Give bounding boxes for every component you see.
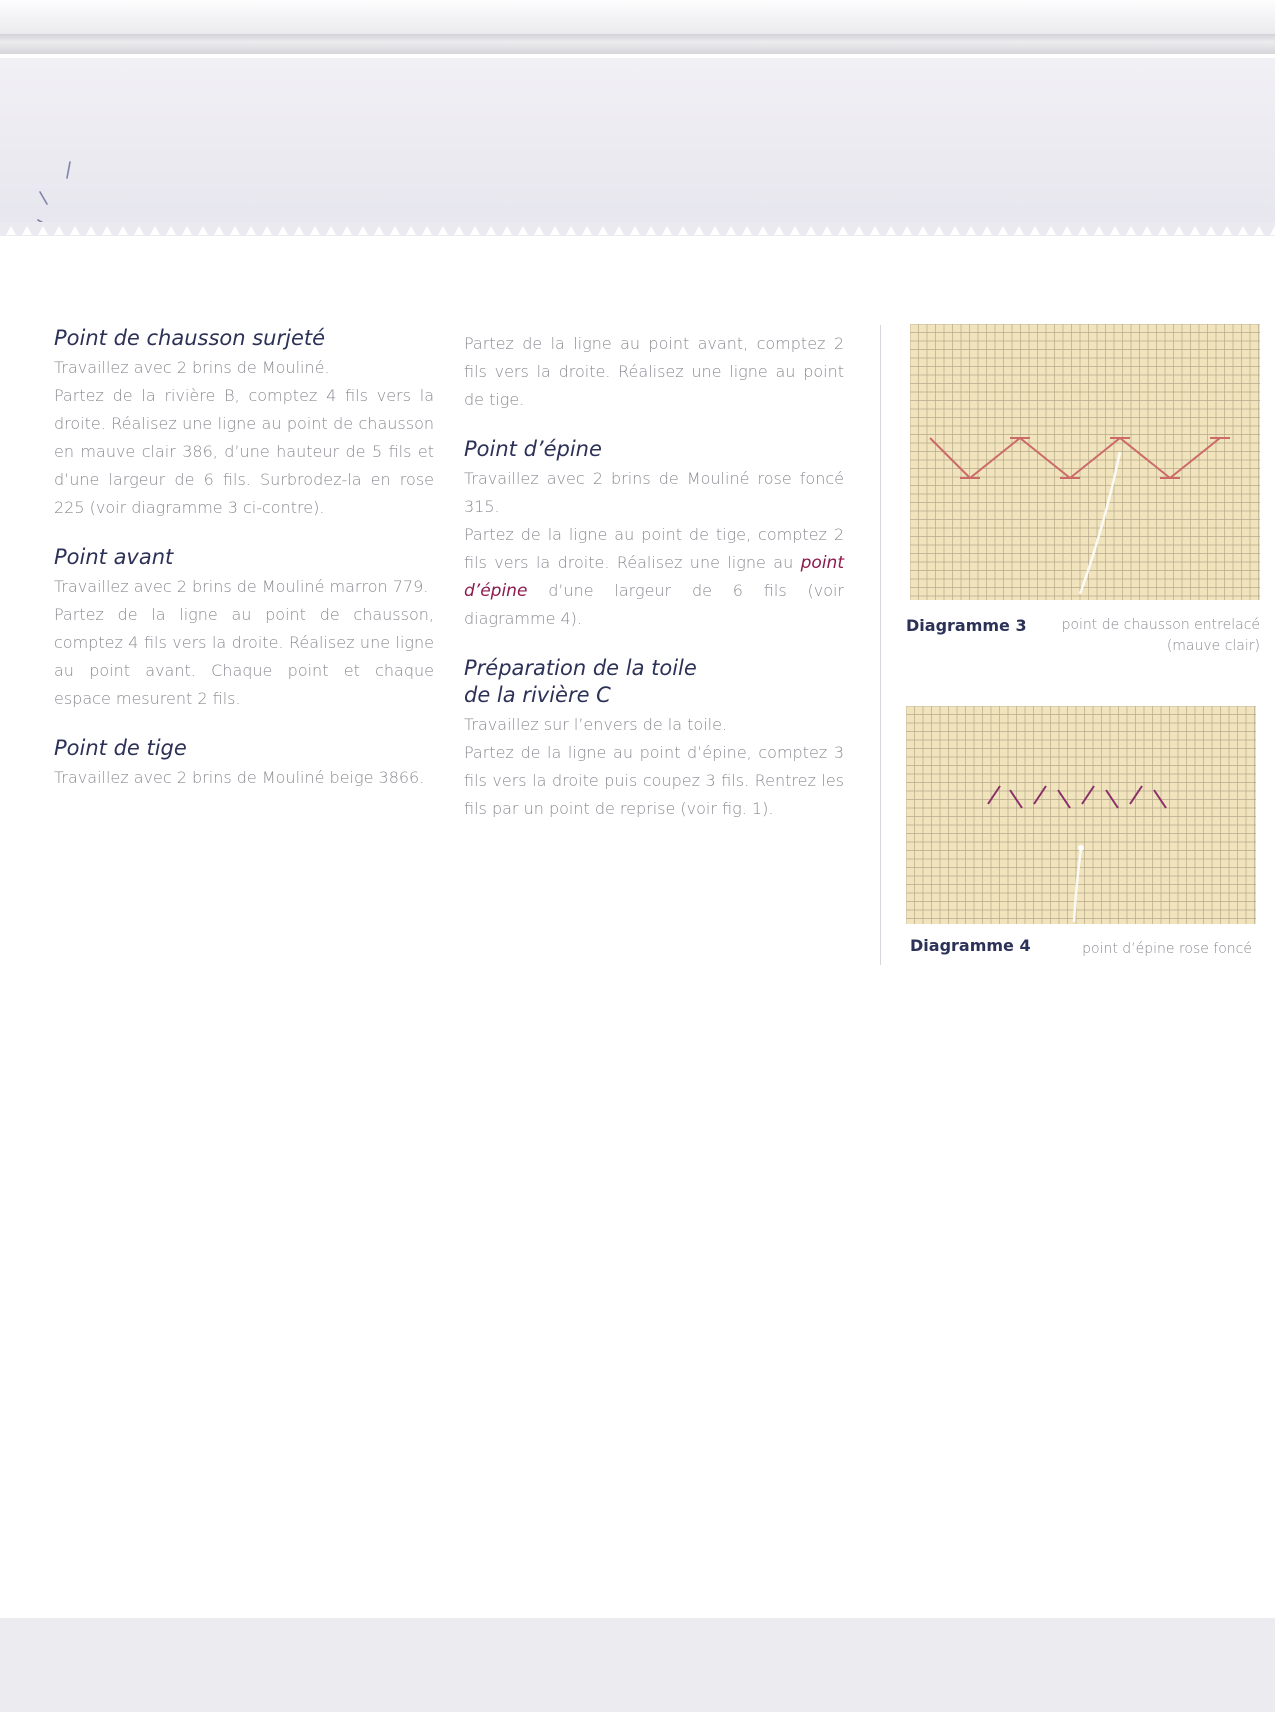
section-title: Point de tige (54, 736, 187, 760)
paragraph: Travaillez sur l’envers de la toile. (464, 715, 728, 734)
diagram-4-caption: point d’épine rose foncé (1082, 941, 1252, 957)
paragraph: Travaillez avec 2 brins de Mouliné. (54, 358, 330, 377)
banner-lace-border (0, 222, 1275, 236)
paragraph: Partez de la rivière B, comptez 4 fils vers la droite. Réalisez une ligne au point de chausson en mauve clair 386, d’une hauteur de 5 fils et d’une largeur de 6 fils. Surbrodez-la en rose 225 (voir diagramme 3 ci-contre). (54, 386, 434, 517)
paragraph: Partez de la ligne au point avant, comptez 2 fils vers la droite. Réalisez une ligne au point de tige. (464, 334, 844, 409)
diagram-3-caption (1020, 615, 1260, 657)
section-title: Point d’épine (464, 437, 602, 461)
section-title: Point avant (54, 545, 174, 569)
diagram-4-grid (906, 706, 1256, 924)
page-top-strip (0, 0, 1275, 34)
diagram-4-figure (906, 706, 1256, 924)
diagram-3-figure (910, 324, 1260, 600)
snowflake-ornament-icon (30, 158, 110, 228)
section-preparation-toile (464, 655, 844, 823)
section-title (464, 655, 844, 709)
highlight-term: point d’épine (464, 553, 844, 601)
page-bottom-band (0, 1618, 1275, 1712)
caption-line: point de chausson entrelacé (1061, 617, 1260, 633)
section-point-d-epine (464, 436, 844, 633)
column-divider (880, 325, 881, 965)
caption-line: (mauve clair) (1166, 638, 1260, 654)
paragraph (464, 521, 844, 633)
paragraph: Travaillez avec 2 brins de Mouliné marron 779. (54, 577, 429, 596)
paragraph: Travaillez avec 2 brins de Mouliné rose foncé 315. (464, 469, 844, 516)
section-title: Point de chausson surjeté (54, 326, 326, 350)
paragraph: Partez de la ligne au point de chausson, comptez 4 fils vers la droite. Réalisez une ligne au point avant. Chaque point et chaque espace mesurent 2 fils. (54, 605, 434, 708)
diagram-3-label: Diagramme 3 (906, 616, 1027, 635)
paragraph-text: Partez de la ligne au point de tige, comptez 2 fils vers la droite. Réalisez une ligne au (464, 525, 844, 572)
paragraph: Partez de la ligne au point d’épine, comptez 3 fils vers la droite puis coupez 3 fils. Rentrez les fils par un point de reprise (voir fig. 1). (464, 743, 844, 818)
diagram-3-grid (910, 324, 1260, 600)
page-top-rule (0, 34, 1275, 54)
section-point-de-tige (54, 735, 434, 792)
paragraph: Travaillez avec 2 brins de Mouliné beige 3866. (54, 768, 425, 787)
section-point-de-chausson-surjete (54, 325, 434, 522)
header-banner (0, 58, 1275, 228)
section-title-line: Préparation de la toile (464, 656, 697, 680)
section-point-de-tige-continued (464, 330, 844, 414)
section-title-line: de la rivière C (464, 683, 611, 707)
section-point-avant (54, 544, 434, 713)
paragraph-text: d’une largeur de 6 fils (voir diagramme 4). (464, 581, 844, 628)
needle-point (1078, 845, 1084, 851)
text-column-left (54, 325, 434, 814)
text-column-middle (464, 330, 844, 845)
diagram-4-label: Diagramme 4 (910, 936, 1031, 955)
